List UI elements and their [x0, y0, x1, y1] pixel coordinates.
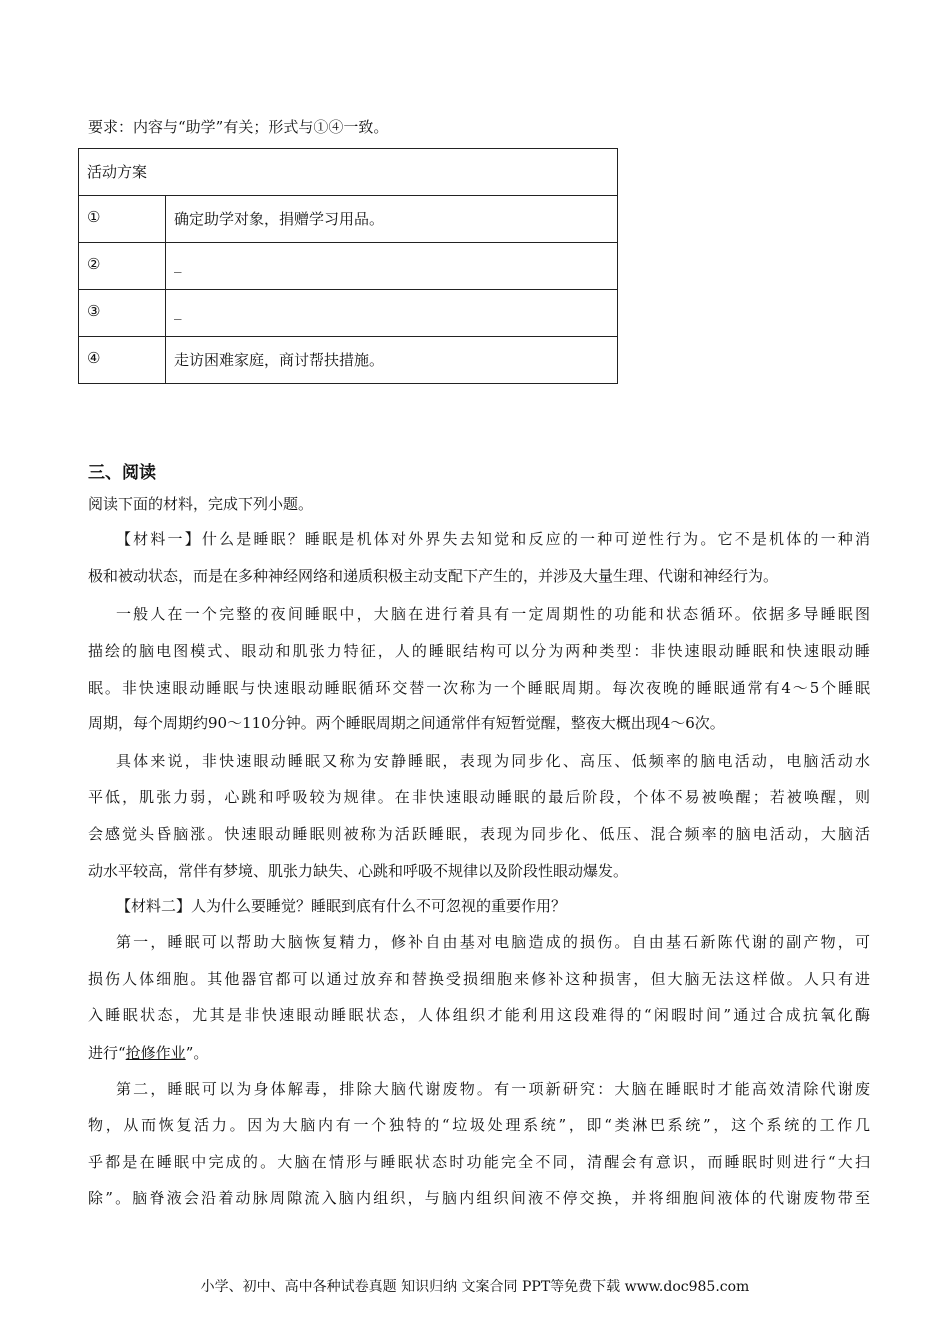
underlined-phrase: 抢修作业: [125, 1044, 186, 1062]
table-row: [79, 290, 618, 337]
row-text: 确定助学对象，捐赠学习用品。: [166, 196, 618, 243]
text-line: 平低，肌张力弱，心跳和呼吸较为规律。在非快速眼动睡眠的最后阶段，个体不易被唤醒；若被唤醒，则: [88, 788, 870, 806]
text-line: 【材料二】人为什么要睡觉？睡眠到底有什么不可忽视的重要作用？: [116, 897, 567, 915]
text-line: 具体来说，非快速眼动睡眠又称为安静睡眠，表现为同步化、高压、低频率的脑电活动，电脑活动水: [116, 752, 870, 770]
text-line: 第一，睡眠可以帮助大脑恢复精力，修补自由基对电脑造成的损伤。自由基石新陈代谢的副产物，可: [116, 933, 870, 951]
section-title: 三、阅读: [88, 463, 156, 483]
row-num: ③: [79, 290, 166, 337]
row-num: ①: [79, 196, 166, 243]
table-row: [79, 243, 618, 290]
row-text: 走访困难家庭，商讨帮扶措施。: [166, 337, 618, 384]
text-line: 描绘的脑电图模式、眼动和肌张力特征，人的睡眠结构可以分为两种类型：非快速眼动睡眠和快速眼动睡: [88, 642, 870, 660]
text-line: 乎都是在睡眠中完成的。大脑在情形与睡眠状态时功能完全不同，清醒会有意识，而睡眠时则进行“大扫: [88, 1153, 870, 1171]
requirement: 要求：内容与“助学”有关；形式与①④一致。: [88, 118, 389, 136]
text-line: 损伤人体细胞。其他器官都可以通过放弃和替换受损细胞来修补这种损害，但大脑无法这样做。人只有进: [88, 970, 870, 988]
text-line: 会感觉头昏脑涨。快速眼动睡眠则被称为活跃睡眠，表现为同步化、低压、混合频率的脑电活动，大脑活: [88, 825, 870, 843]
row-num: ④: [79, 337, 166, 384]
text-line: 动水平较高，常伴有梦境、肌张力缺失、心跳和呼吸不规律以及阶段性眼动爆发。: [88, 862, 629, 880]
text-line: [88, 1043, 870, 1063]
text-line: 第二，睡眠可以为身体解毒，排除大脑代谢废物。有一项新研究：大脑在睡眠时才能高效清除代谢废: [116, 1080, 870, 1098]
table-row: [79, 337, 618, 384]
table-header: 活动方案: [79, 149, 618, 196]
text-line: 极和被动状态，而是在多种神经网络和递质积极主动支配下产生的，并涉及大量生理、代谢和神经行为。: [88, 567, 779, 585]
text-line: 眠。非快速眼动睡眠与快速眼动睡眠循环交替一次称为一个睡眠周期。每次夜晚的睡眠通常有4～5个睡眠: [88, 679, 870, 697]
text-line: ”。: [185, 1044, 209, 1062]
row-blank[interactable]: _: [166, 290, 618, 337]
instruction: 阅读下面的材料，完成下列小题。: [88, 495, 314, 513]
text-line: 周期，每个周期约90～110分钟。两个睡眠周期之间通常伴有短暂觉醒，整夜大概出现4～6次。: [88, 714, 725, 732]
text-line: 一般人在一个完整的夜间睡眠中，大脑在进行着具有一定周期性的功能和状态循环。依据多导睡眠图: [116, 605, 870, 623]
activity-table: [78, 148, 618, 384]
footer: 小学、初中、高中各种试卷真题 知识归纳 文案合同 PPT等免费下载 www.doc985.com: [200, 1279, 750, 1295]
text-line: 进行“: [88, 1044, 126, 1062]
table-row: [79, 196, 618, 243]
text-line: 物，从而恢复活力。因为大脑内有一个独特的“垃圾处理系统”，即“类淋巴系统”，这个系统的工作几: [88, 1116, 870, 1134]
text-line: 除”。脑脊液会沿着动脉周隙流入脑内组织，与脑内组织间液不停交换，并将细胞间液体的代谢废物带至: [88, 1189, 870, 1207]
text-line: 入睡眠状态，尤其是非快速眼动睡眠状态，人体组织才能利用这段难得的“闲暇时间”通过合成抗氧化酶: [88, 1006, 870, 1024]
text-line: 【材料一】什么是睡眠？睡眠是机体对外界失去知觉和反应的一种可逆性行为。它不是机体的一种消: [116, 530, 870, 548]
row-num: ②: [79, 243, 166, 290]
row-blank[interactable]: _: [166, 243, 618, 290]
